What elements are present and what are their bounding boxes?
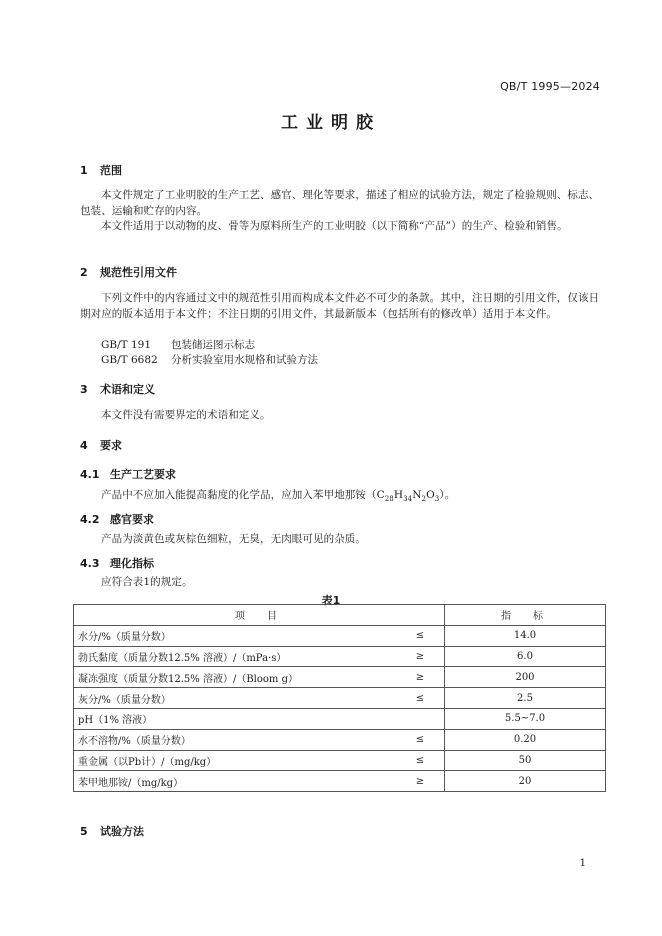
row-value: 50 (445, 750, 606, 771)
row-item: 苯甲地那铵/（mg/kg） (74, 771, 397, 792)
section-2-paragraph: 下列文件中的内容通过文中的规范性引用而构成本文件必不可少的条款。其中，注日期的引用文件，仅该日期对应的版本适用于本文件；不注日期的引用文件，其最新版本（包括所有的修改单）适用于本文件。 (80, 292, 600, 320)
formula-element: N (412, 489, 422, 501)
row-operator: ≥ (396, 771, 445, 792)
reference-code: GB/T 191 (101, 339, 152, 351)
paragraph-text: 产品中不应加入能提高黏度的化学品，应加入苯甲地那铵（C (101, 489, 385, 501)
reference-code: GB/T 6682 (101, 354, 158, 366)
section-4-1-paragraph (80, 488, 600, 508)
table-row (74, 646, 606, 667)
row-item: 灰分/%（质量分数） (74, 688, 397, 709)
row-operator: ≤ (396, 625, 445, 646)
subsection-title: 生产工艺要求 (110, 468, 176, 481)
table-row (74, 688, 606, 709)
subsection-number: 4.2 (80, 513, 100, 526)
section-4-2-heading (80, 511, 154, 527)
row-item: pH（1% 溶液） (74, 708, 445, 729)
reference-1 (101, 337, 255, 352)
section-number: 2 (80, 266, 88, 279)
section-4-3-heading (80, 555, 154, 571)
row-item: 勃氏黏度（质量分数12.5% 溶液）/（mPa·s） (74, 646, 397, 667)
section-number: 1 (80, 164, 88, 177)
reference-2 (101, 352, 318, 367)
section-title: 要求 (100, 439, 122, 452)
standard-number: QB/T 1995—2024 (500, 80, 600, 93)
document-title: 工业明胶 (281, 113, 381, 133)
section-number: 4 (80, 439, 88, 452)
section-3-heading (80, 381, 155, 397)
row-item: 水不溶物/%（质量分数） (74, 729, 397, 750)
section-title: 术语和定义 (100, 383, 155, 396)
section-title: 规范性引用文件 (100, 266, 177, 279)
section-number: 3 (80, 383, 88, 396)
formula-subscript: 3 (434, 495, 440, 504)
reference-title: 包装储运图示标志 (171, 339, 255, 351)
table-caption: 表1 (321, 594, 341, 607)
subsection-title: 感官要求 (110, 513, 154, 526)
formula-subscript: 34 (403, 495, 413, 504)
formula-element: H (393, 489, 404, 501)
reference-title: 分析实验室用水规格和试验方法 (171, 354, 318, 366)
table-row (74, 708, 606, 729)
formula-subscript: 28 (384, 495, 394, 504)
subsection-number: 4.1 (80, 468, 100, 481)
section-1-paragraph-1: 本文件规定了工业明胶的生产工艺、感官、理化等要求，描述了相应的试验方法，规定了检验规则、标志、包装、运输和贮存的内容。 (80, 189, 600, 217)
section-number: 5 (80, 825, 88, 838)
row-item: 凝冻强度（质量分数12.5% 溶液）/（Bloom g） (74, 667, 397, 688)
section-4-3-paragraph: 应符合表1的规定。 (101, 576, 193, 588)
section-4-2-paragraph: 产品为淡黄色或灰棕色细粒，无臭，无肉眼可见的杂质。 (101, 533, 366, 545)
specification-table (73, 604, 606, 792)
subsection-number: 4.3 (80, 557, 100, 570)
header-item: 项 目 (74, 605, 445, 626)
table-row (74, 771, 606, 792)
section-4-heading (80, 437, 122, 453)
row-value: 5.5~7.0 (445, 708, 606, 729)
row-value: 20 (445, 771, 606, 792)
section-4-1-heading (80, 466, 176, 482)
formula-subscript: 2 (421, 495, 427, 504)
section-5-heading (80, 823, 144, 839)
row-operator: ≤ (396, 750, 445, 771)
table-row (74, 750, 606, 771)
formula-element: O (426, 489, 435, 501)
paragraph-text: ）。 (439, 489, 456, 501)
row-value: 14.0 (445, 625, 606, 646)
section-2-heading (80, 264, 177, 280)
table-header-row (74, 605, 606, 626)
row-operator: ≥ (396, 667, 445, 688)
row-value: 2.5 (445, 688, 606, 709)
page-number: 1 (579, 858, 586, 869)
row-operator: ≤ (396, 688, 445, 709)
section-1-heading (80, 162, 122, 178)
row-item: 水分/%（质量分数） (74, 625, 397, 646)
section-title: 范围 (100, 164, 122, 177)
section-1-paragraph-2: 本文件适用于以动物的皮、骨等为原料所生产的工业明胶（以下简称“产品”）的生产、检验和销售。 (101, 220, 568, 232)
section-3-paragraph: 本文件没有需要界定的术语和定义。 (101, 409, 271, 421)
row-operator: ≥ (396, 646, 445, 667)
row-item: 重金属（以Pb计）/（mg/kg） (74, 750, 397, 771)
header-value: 指 标 (445, 605, 606, 626)
section-title: 试验方法 (100, 825, 144, 838)
table-row (74, 625, 606, 646)
row-value: 200 (445, 667, 606, 688)
row-value: 6.0 (445, 646, 606, 667)
row-operator: ≤ (396, 729, 445, 750)
table-row (74, 729, 606, 750)
row-value: 0.20 (445, 729, 606, 750)
subsection-title: 理化指标 (110, 557, 154, 570)
table-row (74, 667, 606, 688)
